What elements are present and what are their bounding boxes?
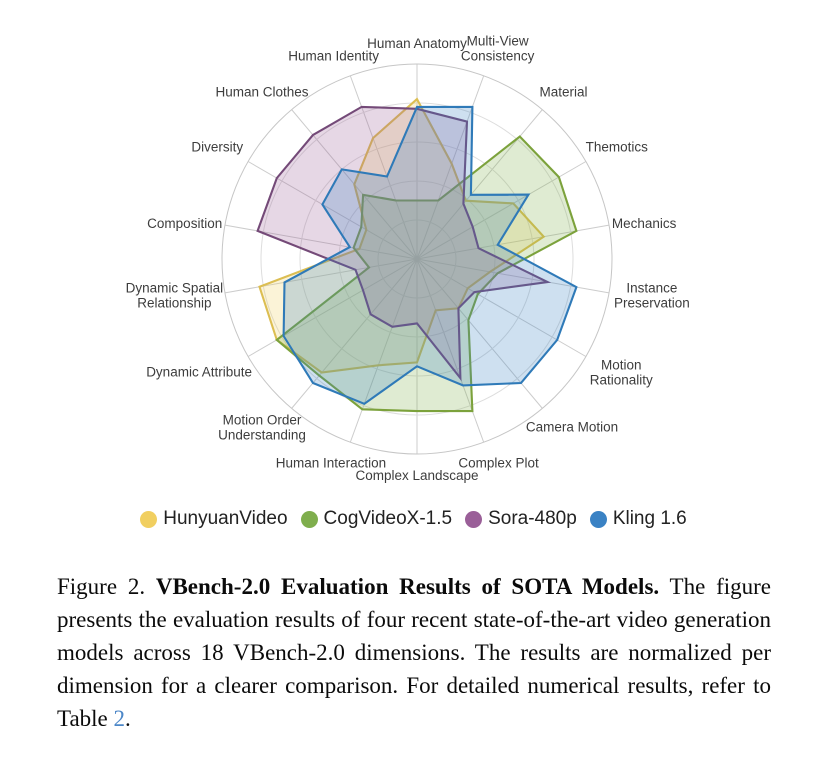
figure-caption <box>57 570 771 735</box>
axis-label-composition: Composition <box>147 216 223 232</box>
legend-item-kling-1-6 <box>590 508 687 530</box>
axis-label-human-clothes: Human Clothes <box>215 84 309 100</box>
axis-label-themotics: Themotics <box>585 139 648 155</box>
axis-label-dynamic-spatial-relationship: Dynamic Spatial Relationship <box>125 280 224 311</box>
axis-label-motion-rationality: Motion Rationality <box>589 357 653 388</box>
legend-label: Sora-480p <box>488 508 577 529</box>
axis-label-complex-landscape: Complex Landscape <box>355 468 479 483</box>
legend-item-sora-480p <box>465 508 577 530</box>
legend-swatch-icon <box>140 511 157 528</box>
axis-label-human-identity: Human Identity <box>288 48 380 64</box>
axis-label-complex-plot: Complex Plot <box>458 455 539 471</box>
legend-label: CogVideoX-1.5 <box>323 508 453 529</box>
axis-label-diversity: Diversity <box>191 139 244 155</box>
legend-item-cogvideox-1-5 <box>301 508 453 530</box>
axis-label-human-anatomy: Human Anatomy <box>367 36 467 51</box>
caption-period: . <box>125 706 131 731</box>
chart-legend <box>0 508 827 530</box>
axis-label-mechanics: Mechanics <box>611 216 677 232</box>
legend-swatch-icon <box>590 511 607 528</box>
legend-label: HunyuanVideo <box>163 508 288 529</box>
caption-figure-label: Figure 2. <box>57 574 146 599</box>
legend-item-hunyuanvideo <box>140 508 287 530</box>
legend-swatch-icon <box>301 511 318 528</box>
table-2-link[interactable]: 2 <box>113 706 126 731</box>
caption-body-text: The figure presents the evaluation results of four recent state-of-the-art video generation models across 18 VBench-2.0 dimensions. The results are normalized per dimension for a clearer comparison. For detailed numerical results, refer to Table <box>57 574 771 731</box>
caption-bold-title: VBench-2.0 Evaluation Results of SOTA Models. <box>155 574 660 599</box>
axis-label-camera-motion: Camera Motion <box>525 419 619 435</box>
axis-label-multi-view-consistency: Multi-View Consistency <box>460 33 535 64</box>
legend-swatch-icon <box>465 511 482 528</box>
axis-label-dynamic-attribute: Dynamic Attribute <box>146 364 252 380</box>
axis-label-instance-preservation: Instance Preservation <box>613 280 690 311</box>
axis-label-human-interaction: Human Interaction <box>275 455 387 471</box>
axis-label-material: Material <box>539 84 588 100</box>
legend-label: Kling 1.6 <box>612 508 687 529</box>
axis-label-motion-order-understanding: Motion Order Understanding <box>218 412 306 443</box>
